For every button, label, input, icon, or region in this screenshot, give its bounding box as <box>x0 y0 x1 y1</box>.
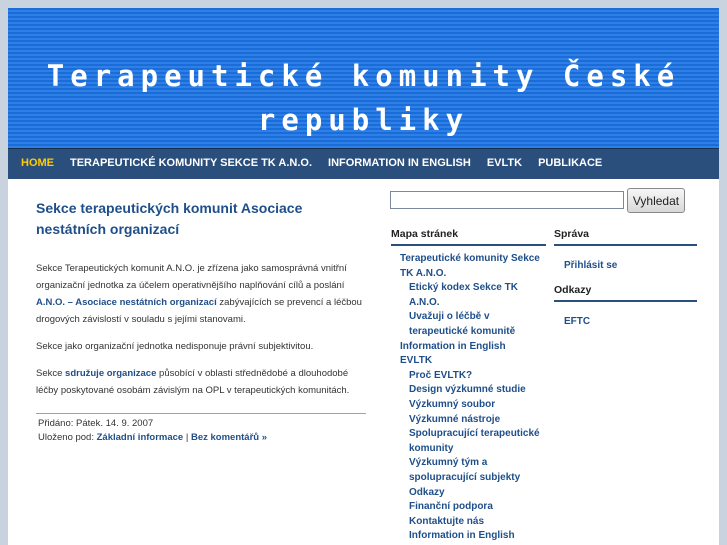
filed-label: Uloženo pod: <box>38 432 97 443</box>
sitemap-item[interactable]: Design výzkumné studie <box>409 384 526 396</box>
post-title[interactable]: Sekce terapeutických komunit Asociace nestátních organizací <box>36 200 303 237</box>
post-text: působící v oblasti střednědobé a dlouhodobé léčby poskytované osobám závislým na OPL v terapeutických komunitách. <box>36 368 350 396</box>
eftc-link[interactable]: EFTC <box>564 316 591 327</box>
login-link[interactable]: Přihlásit se <box>564 260 618 271</box>
ano-link[interactable]: A.N.O. – Asociace nestátních organizací <box>36 297 217 308</box>
site-title[interactable]: Terapeutické komunity České republiky <box>46 59 681 137</box>
comments-link[interactable]: Bez komentářů » <box>190 432 267 443</box>
main-content <box>36 198 366 445</box>
post-paragraph-3 <box>36 365 366 399</box>
post-text: zabývajících se prevencí a léčbou drogových závislostí v souladu s jejími stanovami. <box>36 297 362 325</box>
page <box>8 8 719 545</box>
sitemap-item[interactable]: Kontaktujte nás <box>409 515 485 527</box>
search-input[interactable] <box>390 191 624 209</box>
post-paragraph-1 <box>36 260 366 328</box>
sdruzuje-organizace-link[interactable]: sdružuje organizace <box>65 368 157 379</box>
sitemap-item[interactable]: Spolupracující terapeutické komunity <box>409 428 540 454</box>
post-filed <box>38 431 366 445</box>
sitemap-title: Mapa stránek <box>391 228 546 246</box>
odkazy-title: Odkazy <box>554 284 697 302</box>
main-nav <box>8 148 719 179</box>
added-date: Pátek. 14. 9. 2007 <box>76 418 154 429</box>
sitemap-item[interactable]: Information in English <box>409 530 515 542</box>
sitemap-item[interactable]: Výzkumný tým a spolupracující subjekty <box>409 457 521 483</box>
added-label: Přidáno: <box>38 418 77 429</box>
post-body <box>36 260 366 399</box>
sitemap-widget <box>391 228 546 544</box>
sprava-title: Správa <box>554 228 697 246</box>
category-link[interactable]: Základní informace <box>96 432 184 443</box>
nav-item-evltk[interactable]: EVLTK <box>486 157 523 169</box>
nav-item-home[interactable]: HOME <box>21 157 54 169</box>
right-sidebar <box>554 228 697 329</box>
sitemap-item[interactable]: Proč EVLTK? <box>409 369 473 381</box>
post-date <box>38 417 366 431</box>
sitemap-item[interactable]: EVLTK <box>400 355 433 367</box>
meta-separator: | <box>183 432 191 443</box>
nav-item-information-in-english[interactable]: INFORMATION IN ENGLISH <box>328 157 471 169</box>
sitemap-item[interactable]: Odkazy <box>409 486 445 498</box>
post-paragraph-2: Sekce jako organizační jednotka nedisponuje právní subjektivitou. <box>36 341 314 352</box>
nav-item-publikace[interactable]: PUBLIKACE <box>538 157 603 169</box>
nav-item-terapeuticke-komunity[interactable]: TERAPEUTICKÉ KOMUNITY SEKCE TK A.N.O. <box>70 157 313 169</box>
post-meta <box>36 413 366 445</box>
sitemap-item[interactable]: Finanční podpora <box>409 501 493 513</box>
sitemap-item[interactable]: Výzkumný soubor <box>409 398 496 410</box>
sitemap-item[interactable]: Uvažuji o léčbě v terapeutické komunitě <box>409 311 516 337</box>
post-text: Sekce Terapeutických komunit A.N.O. je zřízena jako samosprávná vnitřní organizační jednotka za účelem operativnějšího naplňování cílů a poslání <box>36 263 347 291</box>
sitemap-item[interactable]: Information in English <box>400 340 506 352</box>
sitemap-item[interactable]: Etický kodex Sekce TK A.N.O. <box>409 282 518 308</box>
sitemap-item[interactable]: Terapeutické komunity Sekce TK A.N.O. <box>400 253 540 279</box>
search-button[interactable]: Vyhledat <box>627 188 685 213</box>
post-text: Sekce <box>36 368 66 379</box>
site-header <box>8 8 719 148</box>
sitemap-item[interactable]: Výzkumné nástroje <box>409 413 501 425</box>
